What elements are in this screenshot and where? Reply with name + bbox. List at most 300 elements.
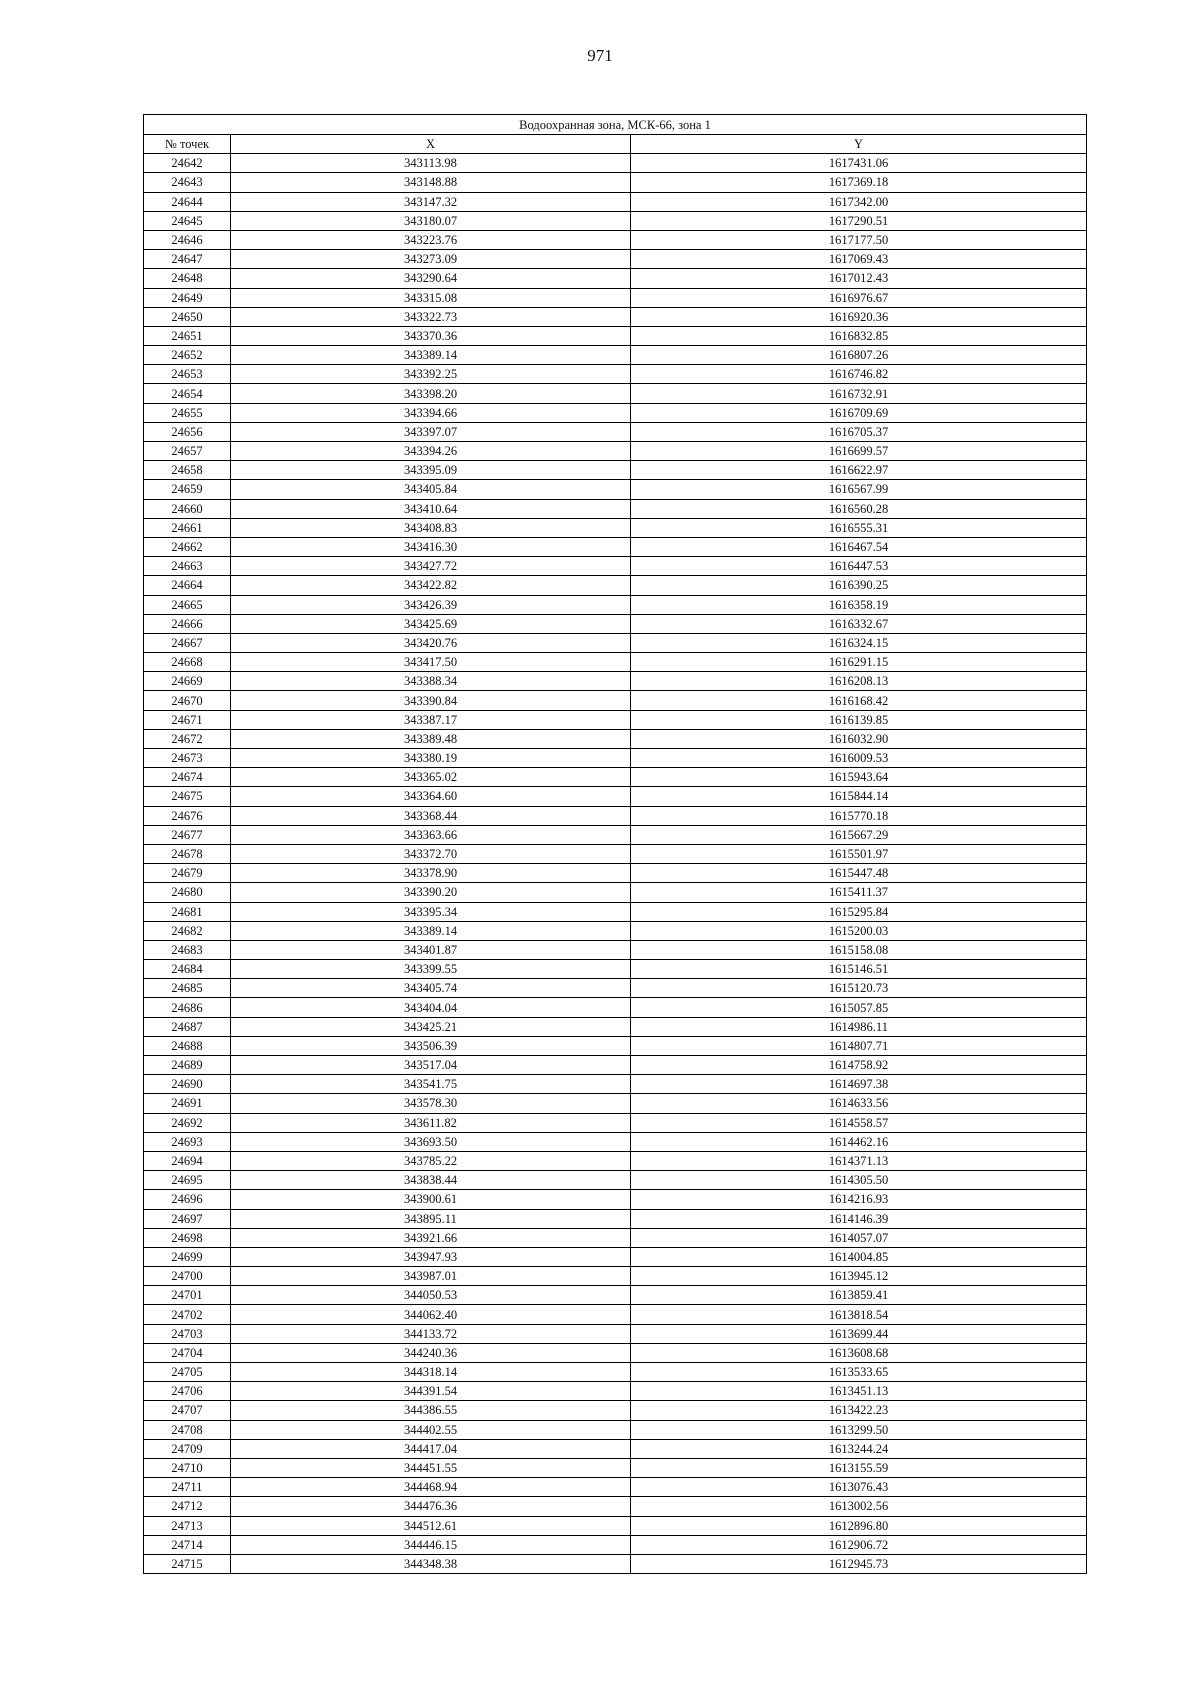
cell-y: 1614807.71 [631, 1036, 1087, 1055]
cell-x: 343387.17 [231, 710, 631, 729]
table-row [144, 1094, 1087, 1113]
cell-x: 343273.09 [231, 250, 631, 269]
cell-x: 343410.64 [231, 499, 631, 518]
cell-y: 1616832.85 [631, 326, 1087, 345]
cell-x: 343405.84 [231, 480, 631, 499]
cell-x: 343693.50 [231, 1132, 631, 1151]
cell-x: 344348.38 [231, 1554, 631, 1573]
table-row [144, 729, 1087, 748]
cell-point-number: 24664 [144, 576, 231, 595]
table-row [144, 518, 1087, 537]
cell-x: 343921.66 [231, 1228, 631, 1247]
cell-x: 343397.07 [231, 422, 631, 441]
cell-x: 343378.90 [231, 864, 631, 883]
cell-y: 1616009.53 [631, 749, 1087, 768]
cell-point-number: 24645 [144, 211, 231, 230]
header-x: X [231, 135, 631, 154]
cell-y: 1617342.00 [631, 192, 1087, 211]
cell-x: 343390.84 [231, 691, 631, 710]
cell-x: 343370.36 [231, 326, 631, 345]
cell-y: 1614633.56 [631, 1094, 1087, 1113]
cell-point-number: 24666 [144, 614, 231, 633]
cell-y: 1614697.38 [631, 1075, 1087, 1094]
cell-point-number: 24711 [144, 1478, 231, 1497]
table-row [144, 1554, 1087, 1573]
cell-point-number: 24673 [144, 749, 231, 768]
cell-point-number: 24706 [144, 1382, 231, 1401]
table-row [144, 346, 1087, 365]
cell-y: 1612896.80 [631, 1516, 1087, 1535]
cell-y: 1615943.64 [631, 768, 1087, 787]
cell-point-number: 24686 [144, 998, 231, 1017]
cell-point-number: 24674 [144, 768, 231, 787]
cell-x: 343389.14 [231, 346, 631, 365]
cell-x: 343426.39 [231, 595, 631, 614]
table-row [144, 1113, 1087, 1132]
cell-y: 1614146.39 [631, 1209, 1087, 1228]
cell-y: 1613451.13 [631, 1382, 1087, 1401]
cell-y: 1613076.43 [631, 1478, 1087, 1497]
cell-x: 343401.87 [231, 940, 631, 959]
cell-y: 1613818.54 [631, 1305, 1087, 1324]
table-row [144, 461, 1087, 480]
cell-y: 1616447.53 [631, 557, 1087, 576]
table-row [144, 1132, 1087, 1151]
cell-x: 343900.61 [231, 1190, 631, 1209]
cell-point-number: 24665 [144, 595, 231, 614]
table-row [144, 1382, 1087, 1401]
cell-x: 343399.55 [231, 960, 631, 979]
cell-point-number: 24690 [144, 1075, 231, 1094]
cell-point-number: 24682 [144, 921, 231, 940]
cell-y: 1616699.57 [631, 442, 1087, 461]
cell-y: 1616139.85 [631, 710, 1087, 729]
cell-point-number: 24655 [144, 403, 231, 422]
cell-y: 1613945.12 [631, 1267, 1087, 1286]
cell-y: 1612945.73 [631, 1554, 1087, 1573]
cell-x: 344451.55 [231, 1458, 631, 1477]
table-row [144, 230, 1087, 249]
cell-x: 343392.25 [231, 365, 631, 384]
table-row [144, 1535, 1087, 1554]
cell-x: 343987.01 [231, 1267, 631, 1286]
table-row [144, 154, 1087, 173]
cell-y: 1616358.19 [631, 595, 1087, 614]
cell-y: 1617431.06 [631, 154, 1087, 173]
table-row [144, 250, 1087, 269]
cell-x: 344446.15 [231, 1535, 631, 1554]
cell-x: 343394.26 [231, 442, 631, 461]
cell-x: 343394.66 [231, 403, 631, 422]
cell-y: 1616732.91 [631, 384, 1087, 403]
cell-x: 343405.74 [231, 979, 631, 998]
cell-x: 343180.07 [231, 211, 631, 230]
cell-x: 343363.66 [231, 825, 631, 844]
cell-y: 1616807.26 [631, 346, 1087, 365]
cell-point-number: 24689 [144, 1056, 231, 1075]
table-header-row [144, 135, 1087, 154]
cell-point-number: 24700 [144, 1267, 231, 1286]
cell-point-number: 24643 [144, 173, 231, 192]
cell-point-number: 24710 [144, 1458, 231, 1477]
cell-x: 343113.98 [231, 154, 631, 173]
table-row [144, 1228, 1087, 1247]
cell-y: 1612906.72 [631, 1535, 1087, 1554]
cell-y: 1616920.36 [631, 307, 1087, 326]
cell-y: 1616746.82 [631, 365, 1087, 384]
table-row [144, 672, 1087, 691]
cell-point-number: 24688 [144, 1036, 231, 1055]
table-row [144, 1439, 1087, 1458]
cell-x: 344133.72 [231, 1324, 631, 1343]
table-row [144, 1036, 1087, 1055]
table-row [144, 691, 1087, 710]
cell-point-number: 24662 [144, 537, 231, 556]
cell-x: 343838.44 [231, 1171, 631, 1190]
cell-y: 1614057.07 [631, 1228, 1087, 1247]
cell-y: 1615057.85 [631, 998, 1087, 1017]
cell-point-number: 24708 [144, 1420, 231, 1439]
table-row [144, 825, 1087, 844]
cell-point-number: 24677 [144, 825, 231, 844]
cell-x: 343947.93 [231, 1247, 631, 1266]
cell-y: 1617290.51 [631, 211, 1087, 230]
cell-y: 1616622.97 [631, 461, 1087, 480]
table-row [144, 864, 1087, 883]
cell-y: 1614558.57 [631, 1113, 1087, 1132]
table-row [144, 403, 1087, 422]
cell-x: 343417.50 [231, 653, 631, 672]
cell-x: 343372.70 [231, 844, 631, 863]
table-row [144, 960, 1087, 979]
cell-point-number: 24653 [144, 365, 231, 384]
table-row [144, 1420, 1087, 1439]
cell-point-number: 24707 [144, 1401, 231, 1420]
cell-y: 1613859.41 [631, 1286, 1087, 1305]
cell-y: 1616032.90 [631, 729, 1087, 748]
table-row [144, 1478, 1087, 1497]
cell-y: 1616976.67 [631, 288, 1087, 307]
table-row [144, 1401, 1087, 1420]
cell-point-number: 24704 [144, 1343, 231, 1362]
table-caption-row [144, 115, 1087, 135]
cell-y: 1615844.14 [631, 787, 1087, 806]
table-body [144, 154, 1087, 1574]
table-row [144, 902, 1087, 921]
table-row [144, 1343, 1087, 1362]
table-row [144, 269, 1087, 288]
cell-point-number: 24697 [144, 1209, 231, 1228]
cell-y: 1613002.56 [631, 1497, 1087, 1516]
cell-y: 1613699.44 [631, 1324, 1087, 1343]
cell-point-number: 24646 [144, 230, 231, 249]
cell-x: 343541.75 [231, 1075, 631, 1094]
cell-point-number: 24679 [144, 864, 231, 883]
cell-point-number: 24654 [144, 384, 231, 403]
cell-x: 343404.04 [231, 998, 631, 1017]
cell-y: 1616709.69 [631, 403, 1087, 422]
table-row [144, 557, 1087, 576]
cell-point-number: 24672 [144, 729, 231, 748]
cell-y: 1614758.92 [631, 1056, 1087, 1075]
table-row [144, 1017, 1087, 1036]
cell-y: 1617069.43 [631, 250, 1087, 269]
cell-point-number: 24670 [144, 691, 231, 710]
table-row [144, 307, 1087, 326]
cell-y: 1615200.03 [631, 921, 1087, 940]
cell-point-number: 24678 [144, 844, 231, 863]
cell-y: 1613608.68 [631, 1343, 1087, 1362]
table-row [144, 998, 1087, 1017]
cell-point-number: 24696 [144, 1190, 231, 1209]
cell-point-number: 24652 [144, 346, 231, 365]
cell-point-number: 24714 [144, 1535, 231, 1554]
cell-y: 1614462.16 [631, 1132, 1087, 1151]
table-row [144, 326, 1087, 345]
cell-x: 344468.94 [231, 1478, 631, 1497]
cell-x: 343398.20 [231, 384, 631, 403]
cell-y: 1616324.15 [631, 633, 1087, 652]
cell-point-number: 24703 [144, 1324, 231, 1343]
cell-y: 1614371.13 [631, 1151, 1087, 1170]
table-row [144, 1151, 1087, 1170]
table-row [144, 1497, 1087, 1516]
cell-y: 1614986.11 [631, 1017, 1087, 1036]
table-row [144, 211, 1087, 230]
table-row [144, 499, 1087, 518]
cell-y: 1613422.23 [631, 1401, 1087, 1420]
cell-point-number: 24685 [144, 979, 231, 998]
cell-point-number: 24680 [144, 883, 231, 902]
cell-point-number: 24687 [144, 1017, 231, 1036]
cell-x: 344240.36 [231, 1343, 631, 1362]
cell-x: 343895.11 [231, 1209, 631, 1228]
table-row [144, 1516, 1087, 1535]
table-row [144, 1247, 1087, 1266]
cell-x: 344512.61 [231, 1516, 631, 1535]
table-row [144, 480, 1087, 499]
cell-x: 344476.36 [231, 1497, 631, 1516]
cell-point-number: 24694 [144, 1151, 231, 1170]
cell-y: 1616467.54 [631, 537, 1087, 556]
table-row [144, 442, 1087, 461]
cell-x: 343408.83 [231, 518, 631, 537]
cell-x: 343416.30 [231, 537, 631, 556]
table-row [144, 1056, 1087, 1075]
table-row [144, 173, 1087, 192]
cell-point-number: 24649 [144, 288, 231, 307]
cell-x: 343223.76 [231, 230, 631, 249]
cell-point-number: 24713 [144, 1516, 231, 1535]
cell-x: 343388.34 [231, 672, 631, 691]
cell-point-number: 24644 [144, 192, 231, 211]
cell-point-number: 24693 [144, 1132, 231, 1151]
cell-x: 343578.30 [231, 1094, 631, 1113]
table-row [144, 1458, 1087, 1477]
table-row [144, 1286, 1087, 1305]
cell-x: 344318.14 [231, 1363, 631, 1382]
cell-y: 1614216.93 [631, 1190, 1087, 1209]
cell-y: 1616567.99 [631, 480, 1087, 499]
table-row [144, 768, 1087, 787]
cell-y: 1613244.24 [631, 1439, 1087, 1458]
cell-y: 1615667.29 [631, 825, 1087, 844]
table-row [144, 653, 1087, 672]
cell-point-number: 24669 [144, 672, 231, 691]
cell-point-number: 24701 [144, 1286, 231, 1305]
cell-x: 343427.72 [231, 557, 631, 576]
cell-point-number: 24663 [144, 557, 231, 576]
header-y: Y [631, 135, 1087, 154]
cell-y: 1615501.97 [631, 844, 1087, 863]
cell-x: 343390.20 [231, 883, 631, 902]
cell-x: 343389.14 [231, 921, 631, 940]
table-row [144, 844, 1087, 863]
table-row [144, 384, 1087, 403]
table-row [144, 288, 1087, 307]
cell-point-number: 24676 [144, 806, 231, 825]
cell-y: 1615295.84 [631, 902, 1087, 921]
table-row [144, 787, 1087, 806]
cell-x: 343517.04 [231, 1056, 631, 1075]
cell-point-number: 24709 [144, 1439, 231, 1458]
table-row [144, 1363, 1087, 1382]
cell-x: 344062.40 [231, 1305, 631, 1324]
cell-y: 1616332.67 [631, 614, 1087, 633]
cell-y: 1616291.15 [631, 653, 1087, 672]
cell-point-number: 24712 [144, 1497, 231, 1516]
cell-y: 1615120.73 [631, 979, 1087, 998]
cell-point-number: 24681 [144, 902, 231, 921]
cell-x: 343506.39 [231, 1036, 631, 1055]
cell-y: 1616168.42 [631, 691, 1087, 710]
page-number: 971 [587, 46, 613, 65]
cell-point-number: 24699 [144, 1247, 231, 1266]
cell-point-number: 24660 [144, 499, 231, 518]
cell-point-number: 24692 [144, 1113, 231, 1132]
cell-x: 343389.48 [231, 729, 631, 748]
cell-y: 1615146.51 [631, 960, 1087, 979]
cell-y: 1616705.37 [631, 422, 1087, 441]
cell-y: 1617012.43 [631, 269, 1087, 288]
cell-point-number: 24715 [144, 1554, 231, 1573]
cell-point-number: 24642 [144, 154, 231, 173]
cell-x: 343380.19 [231, 749, 631, 768]
cell-point-number: 24667 [144, 633, 231, 652]
table-row [144, 537, 1087, 556]
cell-point-number: 24698 [144, 1228, 231, 1247]
cell-x: 343611.82 [231, 1113, 631, 1132]
cell-point-number: 24661 [144, 518, 231, 537]
cell-y: 1616560.28 [631, 499, 1087, 518]
table-row [144, 1171, 1087, 1190]
cell-point-number: 24648 [144, 269, 231, 288]
cell-x: 343368.44 [231, 806, 631, 825]
cell-x: 343147.32 [231, 192, 631, 211]
table-row [144, 192, 1087, 211]
cell-x: 343425.69 [231, 614, 631, 633]
cell-point-number: 24650 [144, 307, 231, 326]
cell-x: 344402.55 [231, 1420, 631, 1439]
table-row [144, 595, 1087, 614]
cell-point-number: 24671 [144, 710, 231, 729]
table-row [144, 422, 1087, 441]
table-row [144, 1267, 1087, 1286]
cell-x: 344050.53 [231, 1286, 631, 1305]
cell-y: 1615447.48 [631, 864, 1087, 883]
table-row [144, 749, 1087, 768]
cell-point-number: 24651 [144, 326, 231, 345]
cell-x: 343148.88 [231, 173, 631, 192]
cell-point-number: 24705 [144, 1363, 231, 1382]
cell-y: 1615158.08 [631, 940, 1087, 959]
table-row [144, 1324, 1087, 1343]
cell-y: 1616208.13 [631, 672, 1087, 691]
table-row [144, 940, 1087, 959]
cell-x: 343420.76 [231, 633, 631, 652]
cell-point-number: 24657 [144, 442, 231, 461]
table-row [144, 806, 1087, 825]
table-row [144, 1190, 1087, 1209]
cell-y: 1617369.18 [631, 173, 1087, 192]
cell-y: 1615411.37 [631, 883, 1087, 902]
cell-point-number: 24659 [144, 480, 231, 499]
cell-x: 343364.60 [231, 787, 631, 806]
table-row [144, 576, 1087, 595]
cell-y: 1613155.59 [631, 1458, 1087, 1477]
table-row [144, 1305, 1087, 1324]
cell-y: 1615770.18 [631, 806, 1087, 825]
table-row [144, 1075, 1087, 1094]
cell-y: 1614004.85 [631, 1247, 1087, 1266]
table-row [144, 921, 1087, 940]
cell-point-number: 24691 [144, 1094, 231, 1113]
table-row [144, 365, 1087, 384]
cell-y: 1616390.25 [631, 576, 1087, 595]
cell-point-number: 24683 [144, 940, 231, 959]
cell-point-number: 24695 [144, 1171, 231, 1190]
cell-point-number: 24675 [144, 787, 231, 806]
cell-x: 343785.22 [231, 1151, 631, 1170]
table-caption: Водоохранная зона, МСК-66, зона 1 [144, 115, 1087, 135]
cell-x: 343395.34 [231, 902, 631, 921]
coordinates-table [143, 114, 1087, 1574]
cell-point-number: 24668 [144, 653, 231, 672]
cell-x: 344386.55 [231, 1401, 631, 1420]
cell-point-number: 24684 [144, 960, 231, 979]
table-row [144, 710, 1087, 729]
cell-point-number: 24656 [144, 422, 231, 441]
cell-y: 1614305.50 [631, 1171, 1087, 1190]
table-row [144, 614, 1087, 633]
cell-y: 1613533.65 [631, 1363, 1087, 1382]
table-row [144, 979, 1087, 998]
header-point-number: № точек [144, 135, 231, 154]
cell-point-number: 24702 [144, 1305, 231, 1324]
cell-x: 343425.21 [231, 1017, 631, 1036]
table-row [144, 1209, 1087, 1228]
cell-x: 343322.73 [231, 307, 631, 326]
cell-x: 344417.04 [231, 1439, 631, 1458]
cell-point-number: 24658 [144, 461, 231, 480]
table-row [144, 883, 1087, 902]
cell-x: 343290.64 [231, 269, 631, 288]
cell-x: 343422.82 [231, 576, 631, 595]
table-row [144, 633, 1087, 652]
cell-x: 343315.08 [231, 288, 631, 307]
cell-point-number: 24647 [144, 250, 231, 269]
cell-x: 344391.54 [231, 1382, 631, 1401]
